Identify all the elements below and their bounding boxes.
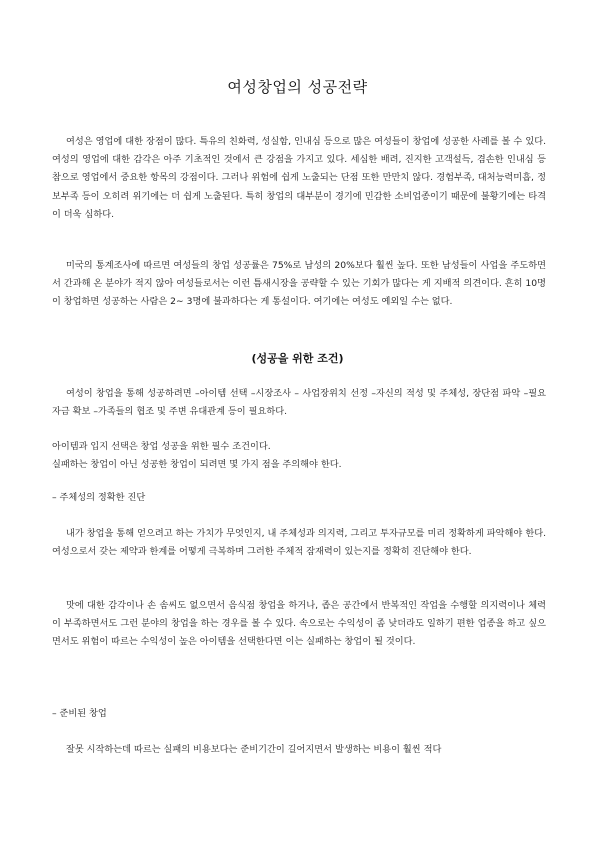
paragraph-key-line-2: 실패하는 창업이 아닌 성공한 창업이 되려면 몇 가지 점을 주의해야 한다. xyxy=(52,459,342,470)
paragraph-key-line-1: 아이템과 입지 선택은 창업 성공을 위한 필수 조건이다. xyxy=(52,441,271,452)
subheading-prepared: – 준비된 창업 xyxy=(52,708,107,719)
subheading-identity: – 주체성의 정확한 진단 xyxy=(52,492,146,503)
paragraph-example: 맛에 대한 감각이나 손 솜씨도 없으면서 음식점 창업을 하거나, 좁은 공간에서 반복적인 작업을 수행할 의지력이나 체력이 부족하면서도 그런 분야의 창업을 하는 경우를 볼 수 있다. 속으로는 수익성이 좀 낮더라도 일하기 편한 업종을 하고 싶으면서도 위험이 따르는 수익성이 높은 아이템을 선택한다면 이는 실패하는 창업이 될 것이다. xyxy=(52,600,546,648)
paragraph-conditions: 여성이 창업을 통해 성공하려면 –아이템 선택 –시장조사 – 사업장위치 선정 –자신의 적성 및 주체성, 장단점 파악 –필요 자금 확보 –가족들의 협조 및 주변 유대관계 등이 필요하다. xyxy=(52,388,546,418)
paragraph-statistics: 미국의 통계조사에 따르면 여성들의 창업 성공률은 75%로 남성의 20%보다 훨씬 높다. 또한 남성들이 사업을 주도하면서 간과해 온 분야가 적지 않아 여성들로서는 이런 틈새시장을 공략할 수 있는 기회가 많다는 게 지배적 의견이다. 흔히 10명이 창업하면 성공하는 사람은 2∼ 3명에 불과하다는 게 통설이다. 여기에는 여성도 예외일 수는 없다. xyxy=(52,260,546,308)
paragraph-intro: 여성은 영업에 대한 장점이 많다. 특유의 친화력, 성실함, 인내심 등으로 많은 여성들이 창업에 성공한 사례를 볼 수 있다. 여성의 영업에 대한 감각은 아주 기초적인 것에서 큰 강점을 가지고 있다. 세심한 배려, 진지한 고객설득, 겸손한 인내심 등 참으로 영업에서 중요한 항목의 강점이다. 그러나 위험에 쉽게 노출되는 단점 또한 만만치 않다. 경험부족, 대처능력미흡, 정보부족 등이 오히려 위기에는 더 쉽게 노출된다. 특히 창업의 대부분이 경기에 민감한 소비업종이기 때문에 불황기에는 타격이 더욱 심하다. xyxy=(52,136,546,220)
paragraph-prepared: 잘못 시작하는데 따르는 실패의 비용보다는 준비기간이 길어지면서 발생하는 비용이 훨씬 적다 xyxy=(66,744,442,755)
document-title: 여성창업의 성공전략 xyxy=(227,78,368,96)
section-heading: (성공을 위한 조건) xyxy=(251,352,344,365)
paragraph-identity: 내가 창업을 통해 얻으려고 하는 가치가 무엇인지, 내 주체성과 의지력, 그리고 투자규모를 미리 정확하게 파악해야 한다. 여성으로서 갖는 제약과 한계를 어떻게 극복하며 그러한 주체적 잠재력이 있는지를 정확히 진단해야 한다. xyxy=(52,528,546,558)
